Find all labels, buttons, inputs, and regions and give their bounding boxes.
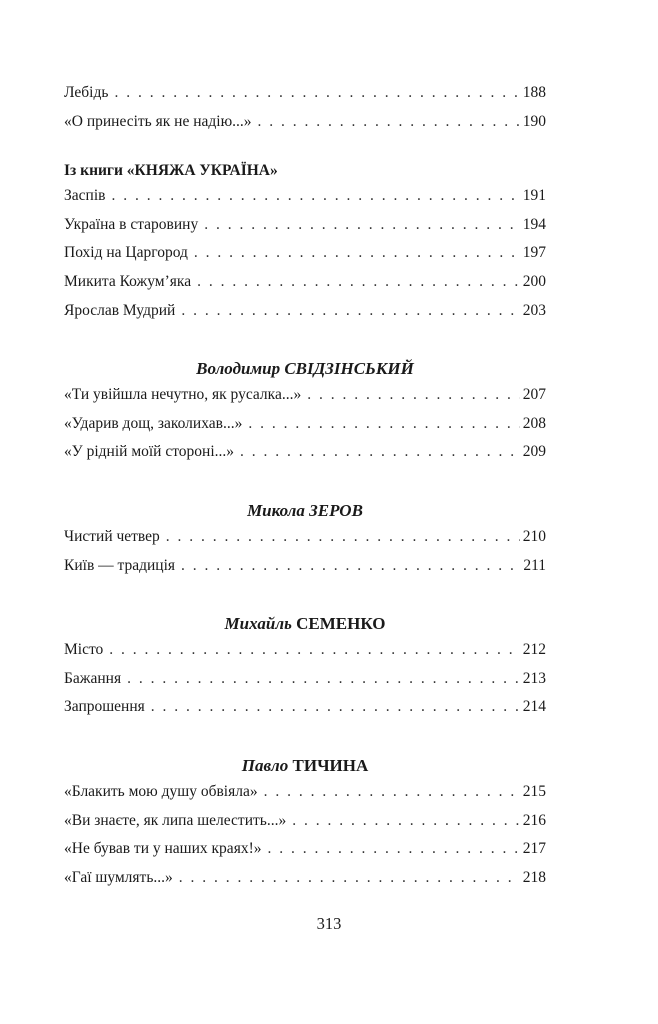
author-first-name: Павло	[241, 755, 289, 775]
entry-page: 216	[522, 811, 546, 829]
dot-leader	[292, 812, 520, 830]
toc-entry	[64, 84, 546, 113]
dot-leader	[264, 783, 520, 801]
author-heading	[64, 496, 546, 526]
entry-title: Бажання	[64, 669, 122, 687]
dot-leader	[181, 302, 519, 320]
table-of-contents	[64, 84, 546, 897]
dot-leader	[111, 187, 519, 205]
dot-leader	[194, 244, 520, 262]
entry-page: 191	[522, 187, 546, 205]
dot-leader	[166, 528, 520, 546]
toc-entry	[64, 386, 546, 415]
toc-entry	[64, 187, 546, 216]
entry-page: 212	[522, 641, 546, 659]
toc-entry	[64, 670, 546, 699]
entry-page: 194	[522, 215, 546, 233]
dot-leader	[248, 415, 519, 433]
entry-page: 218	[522, 868, 546, 886]
entry-title: «Блакить мою душу обвіяла»	[64, 782, 258, 800]
entry-title: «У рідній моїй стороні...»	[64, 443, 235, 461]
toc-entry	[64, 244, 546, 273]
toc-entry	[64, 216, 546, 245]
entry-title: «Не бував ти у наших краях!»	[64, 840, 262, 858]
entry-title: Чистий четвер	[64, 527, 160, 545]
author-last-name: СЕМЕНКО	[296, 614, 386, 634]
book-heading: Із книги «КНЯЖА УКРАЇНА»	[64, 162, 278, 180]
dot-leader	[151, 698, 520, 716]
entry-page: 200	[522, 272, 546, 290]
toc-entry	[64, 443, 546, 472]
dot-leader	[267, 840, 519, 858]
entry-title: Запрошення	[64, 698, 145, 716]
entry-page: 207	[522, 386, 546, 404]
entry-page: 214	[522, 698, 546, 716]
entry-title: Україна в старовину	[64, 215, 199, 233]
entry-page: 188	[522, 84, 546, 101]
entry-page: 208	[522, 414, 546, 432]
entry-page: 210	[522, 527, 546, 545]
dot-leader	[181, 557, 520, 575]
entry-title: «Гаї шумлять...»	[64, 868, 173, 886]
entry-page: 211	[523, 556, 546, 574]
author-heading	[64, 609, 546, 639]
entry-page: 217	[522, 840, 546, 858]
dot-leader	[179, 869, 520, 887]
toc-entry	[64, 840, 546, 869]
dot-leader	[204, 216, 520, 234]
dot-leader	[240, 443, 520, 461]
author-last-name: ТИЧИНА	[292, 755, 369, 775]
dot-leader	[114, 84, 519, 102]
author-first-name: Михайль	[224, 614, 292, 634]
toc-entry	[64, 557, 546, 586]
entry-title: «Ви знаєте, як липа шелестить...»	[64, 811, 287, 829]
entry-page: 213	[522, 669, 546, 687]
dot-leader	[127, 670, 520, 688]
entry-page: 215	[522, 782, 546, 800]
toc-entry	[64, 698, 546, 727]
toc-entry	[64, 641, 546, 670]
author-heading	[64, 751, 546, 781]
author-last-name: СВІДЗІНСЬКИЙ	[284, 359, 414, 379]
entry-title: «Ти увійшла нечутно, як русалка...»	[64, 386, 302, 404]
entry-page: 203	[522, 301, 546, 319]
dot-leader	[197, 273, 520, 291]
entry-title: Микита Кожум’яка	[64, 272, 192, 290]
entry-title: «Ударив дощ, заколихав...»	[64, 414, 243, 432]
entry-page: 190	[522, 112, 546, 130]
toc-entry	[64, 783, 546, 812]
toc-entry	[64, 528, 546, 557]
toc-entry	[64, 113, 546, 142]
entry-page: 197	[522, 244, 546, 262]
author-first-name: Микола	[247, 500, 305, 520]
page-number: 313	[316, 914, 342, 933]
toc-entry	[64, 812, 546, 841]
entry-title: Ярослав Мудрий	[64, 301, 176, 319]
entry-title: Київ — традиція	[64, 556, 176, 574]
toc-entry	[64, 869, 546, 898]
dot-leader	[258, 113, 520, 131]
dot-leader	[109, 641, 519, 659]
toc-entry	[64, 273, 546, 302]
entry-title: Місто	[64, 641, 104, 659]
entry-title: Лебідь	[64, 84, 109, 101]
author-first-name: Володимир	[196, 359, 281, 379]
dot-leader	[307, 386, 520, 404]
toc-entry	[64, 415, 546, 444]
author-heading	[64, 354, 546, 384]
entry-page: 209	[522, 443, 546, 461]
author-last-name: ЗЕРОВ	[309, 500, 363, 520]
toc-entry	[64, 302, 546, 331]
entry-title: Заспів	[64, 187, 106, 205]
entry-title: Похід на Царгород	[64, 244, 188, 262]
entry-title: «О принесіть як не надію...»	[64, 112, 252, 130]
